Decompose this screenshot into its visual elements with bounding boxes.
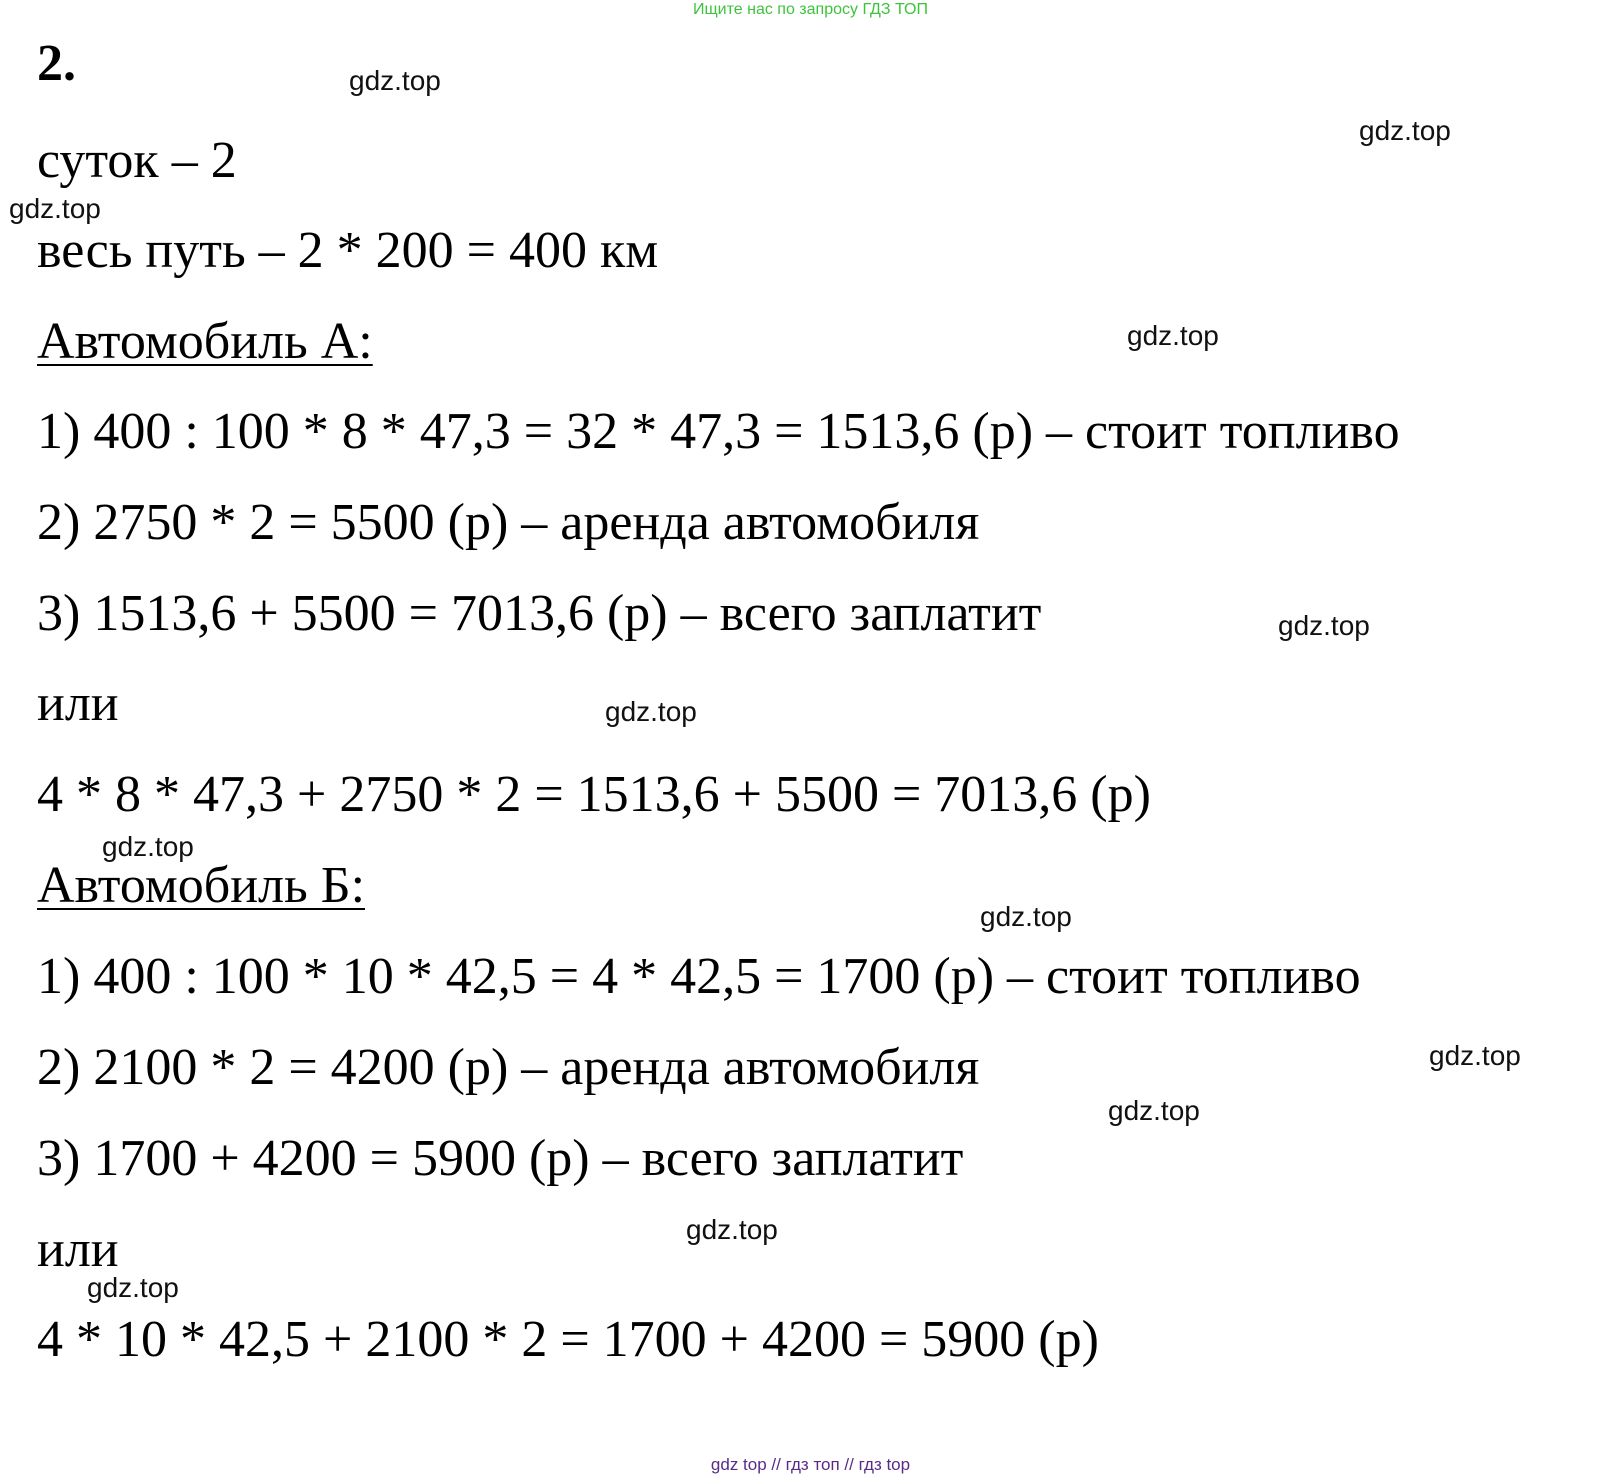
line-days: суток – 2: [37, 132, 237, 189]
car-a-step-2: 2) 2750 * 2 = 5500 (р) – аренда автомобиля: [37, 494, 980, 551]
watermark: gdz.top: [686, 1214, 778, 1245]
watermark: gdz.top: [1278, 610, 1370, 641]
car-a-step-3: 3) 1513,6 + 5500 = 7013,6 (р) – всего заплатит: [37, 585, 1042, 642]
watermark: gdz.top: [9, 193, 101, 224]
car-b-or: или: [37, 1221, 119, 1278]
car-b-step-2: 2) 2100 * 2 = 4200 (р) – аренда автомобиля: [37, 1039, 980, 1096]
car-b-step-1: 1) 400 : 100 * 10 * 42,5 = 4 * 42,5 = 1700 (р) – стоит топливо: [37, 948, 1361, 1005]
watermark: gdz.top: [349, 65, 441, 96]
watermark: gdz.top: [605, 696, 697, 727]
watermark: gdz.top: [87, 1272, 179, 1303]
car-b-heading: Автомобиль Б:: [37, 857, 366, 914]
car-b-step-3: 3) 1700 + 4200 = 5900 (р) – всего заплатит: [37, 1130, 964, 1187]
line-distance: весь путь – 2 * 200 = 400 км: [37, 222, 659, 279]
car-a-combined: 4 * 8 * 47,3 + 2750 * 2 = 1513,6 + 5500 = 7013,6 (р): [37, 766, 1151, 823]
car-b-combined: 4 * 10 * 42,5 + 2100 * 2 = 1700 + 4200 = 5900 (р): [37, 1311, 1099, 1368]
footer: gdz top // гдз топ // гдз top: [710, 1455, 911, 1474]
watermark: gdz.top: [980, 901, 1072, 932]
watermark: gdz.top: [1108, 1095, 1200, 1126]
watermark: gdz.top: [1429, 1040, 1521, 1071]
car-a-step-1: 1) 400 : 100 * 8 * 47,3 = 32 * 47,3 = 1513,6 (р) – стоит топливо: [37, 403, 1400, 460]
car-a-or: или: [37, 675, 119, 732]
task-number: 2.: [37, 35, 76, 92]
watermark: gdz.top: [102, 831, 194, 862]
top-banner: Ищите нас по запросу ГДЗ ТОП: [693, 1, 928, 18]
watermark: gdz.top: [1359, 115, 1451, 146]
watermark: gdz.top: [1127, 320, 1219, 351]
car-a-heading: Автомобиль А:: [37, 313, 373, 370]
